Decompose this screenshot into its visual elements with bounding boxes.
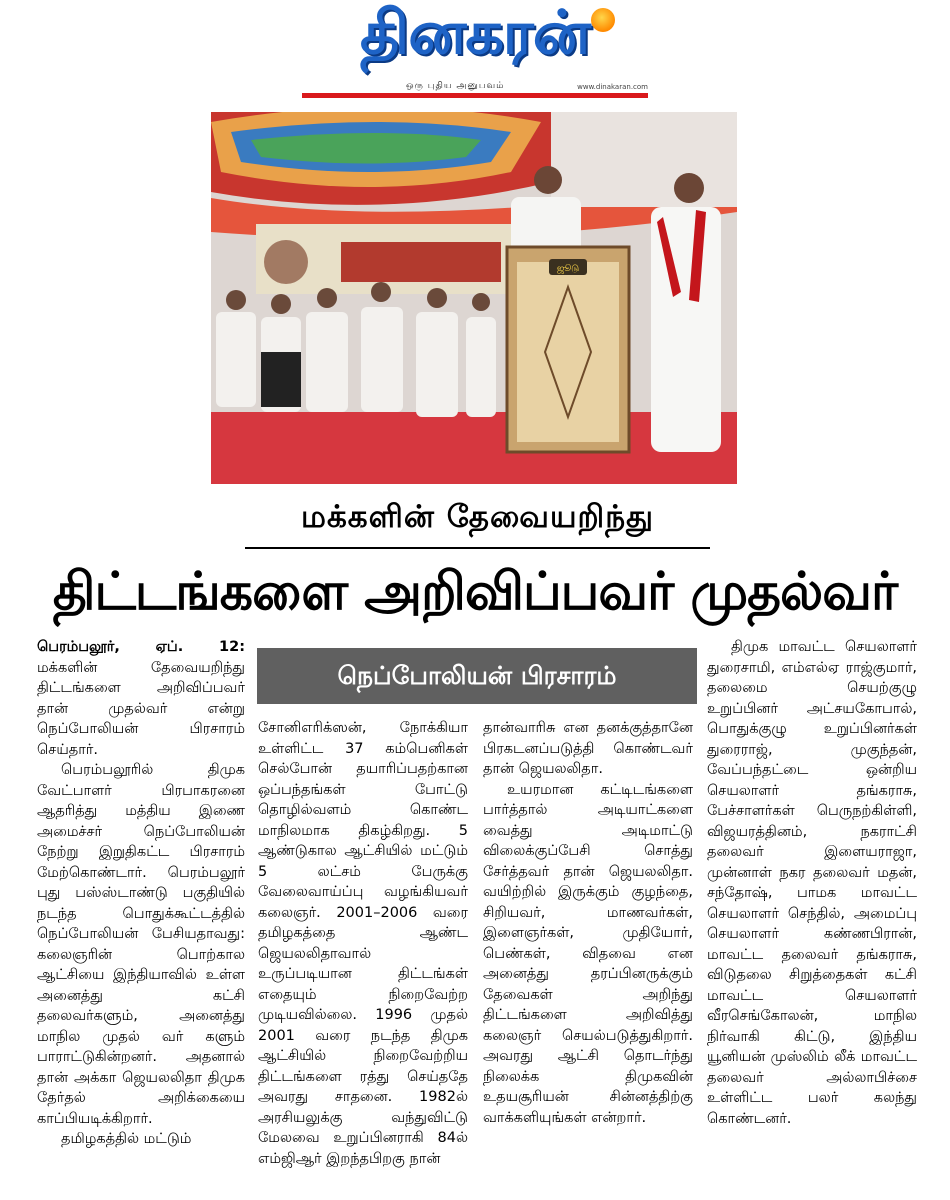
dateline: பெரம்பலூர், ஏப். 12: — [37, 639, 245, 655]
article-column-1 — [37, 637, 245, 1150]
article-paragraph: பெரம்பலூர், ஏப். 12: மக்களின் தேவையறிந்து திட்டங்களை அறிவிப்பவர் தான் முதல்வர் என்று நெப்போலியன் பிரசாரம் செய்தார். — [37, 639, 245, 758]
headline-rule — [245, 547, 710, 549]
article-column-4 — [707, 637, 917, 1129]
masthead-url: www.dinakaran.com — [577, 83, 648, 91]
article-paragraph: சோனிஎரிக்ஸன், நோக்கியா உள்ளிட்ட 37 கம்பெனிகள் செல்போன் தயாரிப்பதற்கான ஒப்பந்தங்கள் போட்டு தொழில்வளம் கொண்ட மாநிலமாக திகழ்கிறது. 5 ஆண்டுகால ஆட்சியில் மட்டும் 5 லட்சம் பேருக்கு வேலைவாய்ப்பு வழங்கியவர் கலைஞர். 2001–2006 வரை தமிழகத்தை ஆண்ட ஜெயலலிதாவால் உருப்படியான திட்டங்கள் எதையும் நிறைவேற்ற முடியவில்லை. 1996 முதல் 2001 வரை நடந்த திமுக ஆட்சியில் நிறைவேற்றிய திட்டங்களை ரத்து செய்ததே அவரது சாதனை. 1982ல் அரசியலுக்கு வந்துவிட்டு மேலவை உறுப்பினராகி 84ல் எம்ஜிஆர் இறந்தபிறகு நான் — [258, 720, 468, 1167]
article-column-3 — [483, 718, 693, 1128]
headline-kicker: மக்களின் தேவையறிந்து — [301, 499, 654, 535]
news-photo — [211, 112, 737, 484]
headline-main: திட்டங்களை அறிவிப்பவர் முதல்வர் — [52, 562, 898, 622]
article-paragraph: தான்வாரிசு என தனக்குத்தானே பிரகடனப்படுத்தி கொண்டவர் தான் ஜெயலலிதா. — [483, 720, 693, 777]
article-paragraph: பெரம்பலூரில் திமுக வேட்பாளர் பிரபாகரனை ஆதரித்து மத்திய இணை அமைச்சர் நெப்போலியன் நேற்று இறுதிகட்ட பிரசாரம் மேற்கொண்டார். பெரம்பலூர் புது பஸ்ஸ்டாண்டு பகுதியில் நடந்த பொதுக்கூட்டத்தில் நெப்போலியன் பேசியதாவது: கலைஞரின் பொற்கால ஆட்சியை இந்தியாவில் உள்ள அனைத்து கட்சி தலைவர்களும், அனைத்து மாநில முதல் வர் களும் பாராட்டுகின்றனர். அதனால் தான் அக்கா ஜெயலலிதா திமுக தேர்தல் அறிக்கையை காப்பியடிக்கிறார். — [37, 762, 245, 1127]
masthead-tagline: ஒரு புதிய அனுபவம் — [406, 81, 505, 91]
sun-icon — [591, 8, 615, 32]
masthead-logo: தினகரன் — [360, 0, 590, 68]
subheadline-box: நெப்போலியன் பிரசாரம் — [257, 648, 697, 704]
article-paragraph: தமிழகத்தில் மட்டும் — [61, 1131, 192, 1147]
article-column-2 — [258, 718, 468, 1169]
masthead — [302, 0, 648, 100]
article-paragraph: திமுக மாவட்ட செயலாளர் துரைசாமி, எம்எல்ஏ ராஜ்குமார், தலைமை செயற்குழு உறுப்பினர் அட்சயகோபால், பொதுக்குழு உறுப்பினர்கள் துரைராஜ், முகுந்தன், வேப்பந்தட்டை ஒன்றிய செயலாளர் தங்கராசு, பேச்சாளர்கள் பெருநற்கிள்ளி, விஜயரத்தினம், நகராட்சி தலைவர் இளையராஜா, முன்னாள் நகர தலைவர் மதன், சந்தோஷ், பாமக மாவட்ட செயலாளர் செந்தில், அமைப்பு செயலாளர் கண்ணபிரான், மாவட்ட தலைவர் தங்கராசு, விடுதலை சிறுத்தைகள் கட்சி மாவட்ட செயலாளர் வீரசெங்கோலன், மாநில நிர்வாகி கிட்டு, இந்திய யூனியன் முஸ்லிம் லீக் மாவட்ட தலைவர் அல்லாபிச்சை உள்ளிட்ட பலர் கலந்து கொண்டனர். — [707, 639, 917, 1127]
podium-label: ஜூடு — [556, 264, 580, 274]
article-paragraph: உயரமான கட்டிடங்களை பார்த்தால் அடியாட்களை வைத்து அடிமாட்டு விலைக்குப்பேசி சொத்து சேர்த்தவர் தான் ஜெயலலிதா. வயிற்றில் இருக்கும் குழந்தை, சிறியவர், மாணவர்கள், இளைஞர்கள், முதியோர், பெண்கள், விதவை என அனைத்து தரப்பினருக்கும் தேவைகள் அறிந்து திட்டங்களை அறிவித்து கலைஞர் செயல்படுத்துகிறார். அவரது ஆட்சி தொடர்ந்து நிலைக்க திமுகவின் உதயசூரியன் சின்னத்திற்கு வாக்களியுங்கள் என்றார். — [483, 781, 693, 1126]
masthead-underline — [302, 93, 648, 98]
